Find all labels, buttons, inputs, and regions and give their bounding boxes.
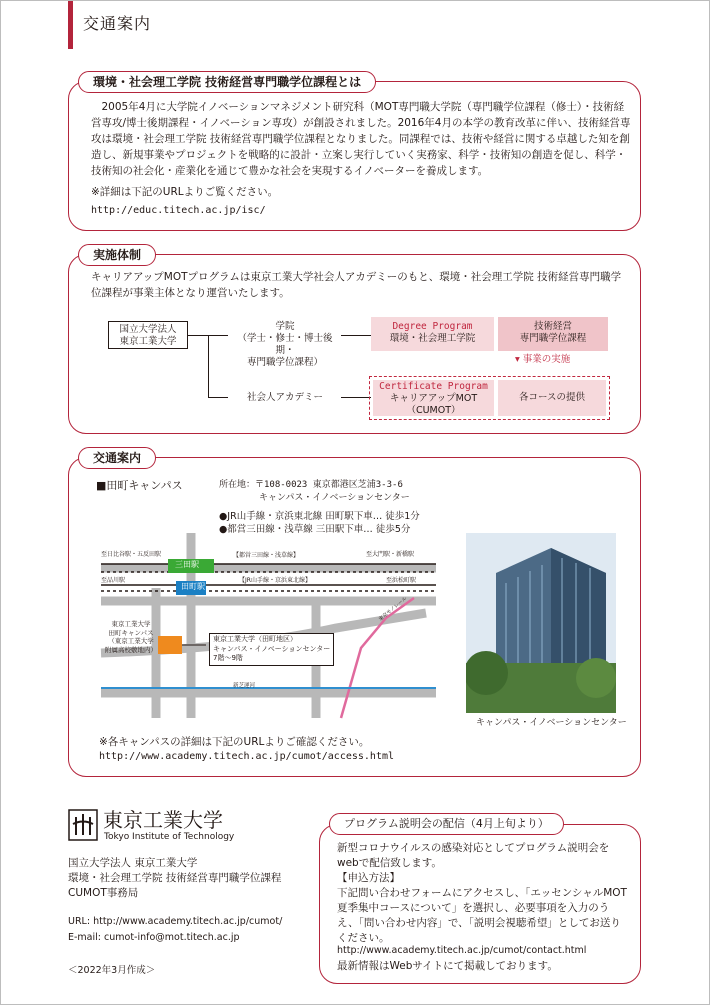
map-rail-toei: 【都営三田線・浅草線】 bbox=[233, 552, 300, 559]
courses-box: 各コースの提供 bbox=[498, 380, 606, 416]
map-center-label: 東京工業大学（田町地区） キャンパス・イノベーションセンター 7階～9階 bbox=[209, 633, 334, 666]
campus-marker bbox=[158, 636, 182, 654]
map-campus-label: 東京工業大学 田町キャンパス （東京工業大学 附属高校敷地内） bbox=[105, 620, 157, 654]
header-accent-bar bbox=[68, 1, 73, 49]
structure-section-tab: 実施体制 bbox=[78, 244, 156, 266]
logo-jp: 東京工業大学 bbox=[103, 808, 223, 832]
org-connector bbox=[208, 335, 209, 397]
degree-program-jp: 環境・社会理工学院 bbox=[389, 333, 476, 344]
map-station-tamachi: 田町駅 bbox=[181, 582, 205, 591]
access-url[interactable]: http://www.academy.titech.ac.jp/cumot/access.html bbox=[99, 751, 395, 762]
about-section-tab: 環境・社会理工学院 技術経営専門職学位課程とは bbox=[78, 71, 376, 93]
tech-mgmt-box: 技術経営 専門職学位課程 bbox=[498, 317, 608, 351]
notice-section-tab: プログラム説明会の配信（4月上旬より） bbox=[329, 813, 564, 835]
access-note: ※各キャンパスの詳細は下記のURLよりご確認ください。 bbox=[99, 736, 370, 748]
org-root-box: 国立大学法人 東京工業大学 bbox=[108, 321, 188, 349]
address-sub: キャンパス・イノベーションセンター bbox=[259, 493, 410, 503]
implement-text: 事業の実施 bbox=[522, 354, 571, 365]
jr-rail bbox=[101, 585, 436, 591]
org-academy-label: 社会人アカデミー bbox=[247, 392, 323, 403]
notice-method-label: 【申込方法】 bbox=[337, 872, 400, 884]
page-title: 交通案内 bbox=[83, 14, 152, 33]
degree-program-en: Degree Program bbox=[392, 321, 473, 332]
structure-section-body: キャリアアップMOTプログラムは東京工業大学社会人アカデミーのもと、環境・社会理工学院 技術経営専門職学位課程が事業主体となり運営いたします。 bbox=[91, 271, 622, 299]
footer-url[interactable]: URL: http://www.academy.titech.ac.jp/cumot/ bbox=[68, 916, 283, 927]
campus-heading: ■田町キャンパス bbox=[96, 479, 183, 492]
certificate-program-sub: （CUMOT） bbox=[406, 405, 461, 416]
map-station-mita: 三田駅 bbox=[175, 560, 199, 569]
about-section-body: 2005年4月に大学院イノベーションマネジメント研究科（MOT専門職大学院（専門職学位課程（修士）・技術経営専攻/博士後期課程・イノベーション専攻）が創設されました。2016年4月の本学の教育改革に伴い、技術経営専攻は環境・社会理工学院 技術経営専門職学位課程となりました。同課程では、技術や経営に関する卓越した知を創造し、新規事業やプロジェクトを戦略的に設計・立案し実行していく実務家、科学・技術知の創造を促し、科学・技術知の社会化・産業化を通じて豊かな社会を実現するイノベーターを養成します。 bbox=[91, 101, 631, 177]
footer-email[interactable]: E-mail: cumot-info@mot.titech.ac.jp bbox=[68, 932, 240, 943]
titech-logo-icon bbox=[68, 809, 98, 841]
logo-en: Tokyo Institute of Technology bbox=[104, 832, 235, 842]
footer-org2: 環境・社会理工学院 技術経営専門職学位課程 bbox=[68, 872, 282, 884]
org-gakuin-label: 学院 （学士・修士・博士後期・ 専門職学位課程） bbox=[237, 321, 333, 368]
access-section-tab: 交通案内 bbox=[78, 447, 156, 469]
building-photo-image bbox=[466, 533, 616, 713]
access-toei: ●都営三田線・浅草線 三田駅下車… 徒歩5分 bbox=[219, 524, 411, 535]
map-rail-jr: 【JR山手線・京浜東北線】 bbox=[239, 577, 311, 584]
map-to-left-top: 至日比谷駅・五反田駅 bbox=[101, 551, 162, 558]
access-jr: ●JR山手線・京浜東北線 田町駅下車… 徒歩1分 bbox=[219, 511, 420, 522]
about-section-note: ※詳細は下記のURLよりご覧ください。 bbox=[91, 186, 279, 198]
photo-caption: キャンパス・イノベーションセンター bbox=[476, 718, 627, 728]
notice-url[interactable]: http://www.academy.titech.ac.jp/cumot/contact.html bbox=[337, 945, 587, 956]
org-connector bbox=[208, 335, 228, 336]
notice-latest: 最新情報はWebサイトにて掲載しております。 bbox=[337, 960, 558, 972]
certificate-program-jp: キャリアアップMOT bbox=[389, 393, 478, 404]
org-connector bbox=[188, 335, 208, 336]
org-connector bbox=[341, 335, 371, 336]
certificate-program-en: Certificate Program bbox=[379, 381, 488, 392]
notice-body1: 新型コロナウイルスの感染対応としてプログラム説明会をwebで配信致します。 bbox=[337, 842, 610, 869]
map-to-right-top: 至大門駅・新橋駅 bbox=[366, 551, 415, 558]
notice-body2: 下記問い合わせフォームにアクセスし、「エッセンシャルMOT夏季集中コースについて」を選択し、必要事項を入力のうえ、「問い合わせ内容」で、「説明会視聴希望」としてお送りください。 bbox=[337, 887, 627, 944]
org-connector bbox=[208, 397, 228, 398]
certificate-program-box bbox=[373, 380, 494, 416]
org-connector bbox=[341, 397, 371, 398]
footer-org1: 国立大学法人 東京工業大学 bbox=[68, 857, 198, 869]
building-photo bbox=[466, 533, 616, 713]
implement-label bbox=[515, 353, 570, 366]
footer-org3: CUMOT事務局 bbox=[68, 887, 139, 899]
degree-program-box bbox=[371, 317, 494, 351]
address-label: 所在地：〒108-0023 東京都港区芝浦3-3-6 bbox=[219, 480, 403, 490]
map-to-left-mid: 至品川駅 bbox=[101, 577, 126, 584]
implement-arrow-icon: ▾ bbox=[515, 354, 523, 365]
map-road-label: 新芝運河 bbox=[233, 683, 256, 689]
about-section-url[interactable]: http://educ.titech.ac.jp/isc/ bbox=[91, 205, 266, 216]
footer-date: ＜2022年3月作成＞ bbox=[68, 965, 156, 976]
map-monorail-label: 東京モノレール bbox=[377, 595, 409, 623]
map-to-right-mid: 至浜松町駅 bbox=[386, 577, 417, 584]
